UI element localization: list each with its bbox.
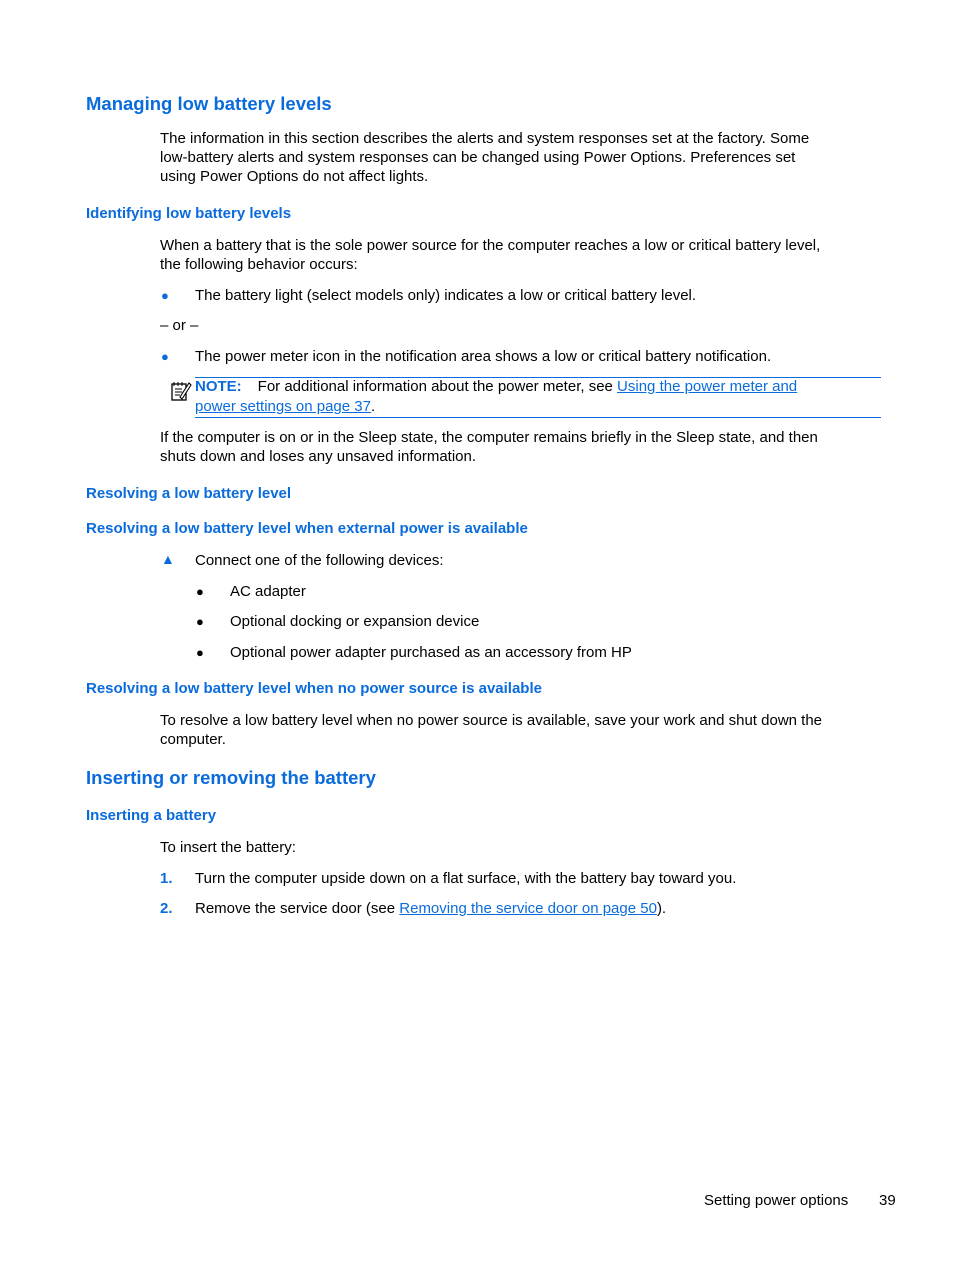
step-2-text	[195, 899, 666, 918]
step-2-suffix: ).	[656, 900, 667, 917]
note-line-1	[195, 377, 797, 396]
text-line: To resolve a low battery level when no power source is available, save your work and shut down the	[160, 712, 823, 729]
bullet-icon: ●	[196, 645, 204, 660]
step-1-text: Turn the computer upside down on a flat surface, with the battery bay toward you.	[195, 870, 737, 887]
device-item: Optional power adapter purchased as an accessory from HP	[230, 644, 632, 661]
bullet-icon: ●	[161, 288, 169, 303]
subsection-heading-resolving-none: Resolving a low battery level when no power source is available	[86, 680, 542, 697]
text-line: When a battery that is the sole power source for the computer reaches a low or critical battery level,	[160, 237, 821, 254]
triangle-step-icon: ▲	[161, 551, 175, 567]
device-item: Optional docking or expansion device	[230, 613, 480, 630]
bullet-icon: ●	[196, 614, 204, 629]
text-line: the following behavior occurs:	[160, 256, 358, 273]
text-line: If the computer is on or in the Sleep state, the computer remains briefly in the Sleep state, and then	[160, 429, 818, 446]
note-line-2	[195, 397, 375, 416]
section-heading-inserting-removing: Inserting or removing the battery	[86, 767, 376, 788]
bullet-icon: ●	[196, 584, 204, 599]
bullet-text-meter: The power meter icon in the notification area shows a low or critical battery notification.	[195, 348, 772, 365]
subsection-heading-inserting: Inserting a battery	[86, 807, 217, 824]
footer-section-title: Setting power options	[704, 1192, 849, 1209]
power-meter-link-continued[interactable]: power settings on page 37	[195, 398, 371, 415]
text-line: low-battery alerts and system responses can be changed using Power Options. Preferences set	[160, 149, 796, 166]
service-door-link[interactable]: Removing the service door on page 50	[399, 900, 657, 917]
subsection-heading-resolving: Resolving a low battery level	[86, 485, 292, 502]
bullet-text-light: The battery light (select models only) indicates a low or critical battery level.	[195, 287, 697, 304]
footer-page-number: 39	[879, 1192, 896, 1209]
subsection-heading-identifying: Identifying low battery levels	[86, 205, 292, 222]
connect-step-text: Connect one of the following devices:	[195, 552, 444, 569]
step-2-prefix: Remove the service door (see	[195, 900, 400, 917]
text-line: using Power Options do not affect lights.	[160, 168, 429, 185]
step-number: 2.	[160, 900, 173, 917]
sleep-paragraph	[160, 428, 875, 466]
subsection-heading-resolving-external: Resolving a low battery level when external power is available	[86, 520, 528, 537]
device-item: AC adapter	[230, 583, 306, 600]
note-label: NOTE:	[195, 378, 242, 395]
text-line: The information in this section describes the alerts and system responses set at the factory. Some	[160, 130, 810, 147]
note-icon	[170, 380, 192, 402]
note-text: For additional information about the power meter, see	[257, 378, 618, 395]
step-number: 1.	[160, 870, 173, 887]
text-line: computer.	[160, 731, 226, 748]
note-end: .	[370, 398, 376, 415]
insert-intro: To insert the battery:	[160, 839, 296, 856]
power-meter-link[interactable]: Using the power meter and	[617, 378, 798, 395]
bullet-icon: ●	[161, 349, 169, 364]
or-separator: – or –	[160, 317, 199, 334]
managing-paragraph	[160, 129, 875, 186]
section-heading-managing: Managing low battery levels	[86, 93, 332, 114]
identifying-paragraph	[160, 236, 875, 274]
text-line: shuts down and loses any unsaved information.	[160, 448, 477, 465]
note-bottom-rule	[195, 417, 881, 418]
no-power-paragraph	[160, 711, 875, 749]
